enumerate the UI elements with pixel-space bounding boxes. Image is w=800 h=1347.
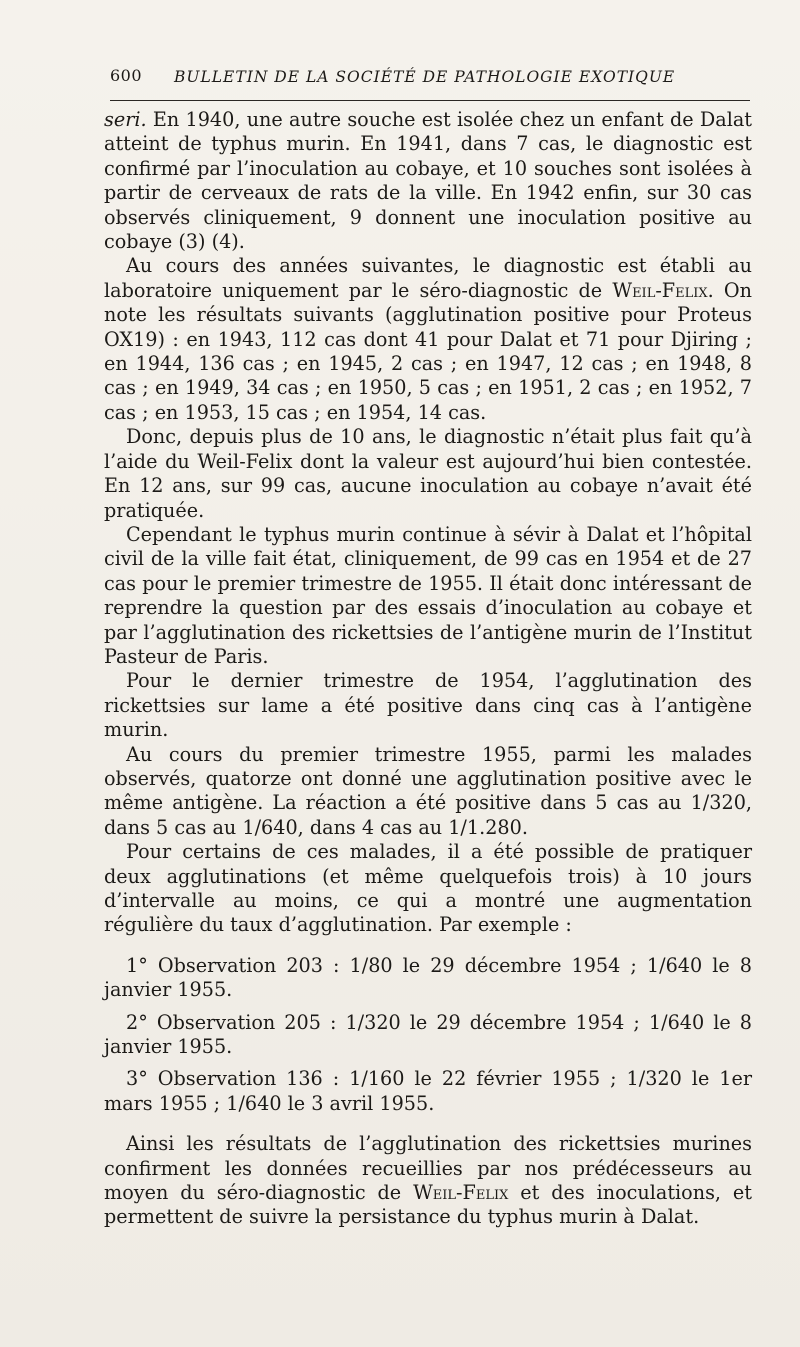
paragraph-3: Donc, depuis plus de 10 ans, le diagnostic n’était plus fait qu’à l’aide du Weil-Felix dont la valeur est aujourd’hui bien contestée. En 12 ans, sur 99 cas, aucune inoculation au cobaye n’avait été pratiquée. — [104, 425, 752, 522]
paragraph-1-text: En 1940, une autre souche est isolée chez un enfant de Dalat atteint de typhus murin. En 1941, dans 7 cas, le diagnostic est confirmé par l’inoculation au cobaye, et 10 souches sont isolées à partir de cerveaux de rats de la ville. En 1942 enfin, sur 30 cas observés cliniquement, 9 donnent une inoculation positive au cobaye (3) (4). — [104, 108, 752, 254]
observation-2: 2° Observation 205 : 1/320 le 29 décembre 1954 ; 1/640 le 8 janvier 1955. — [104, 1010, 752, 1059]
header-rule — [110, 100, 750, 101]
page-number: 600 — [110, 66, 143, 85]
paragraph-1 — [104, 108, 752, 254]
paragraph-2-pre: Au cours des années suivantes, le diagnostic est établi au laboratoire uniquement par le séro-diagnostic de — [104, 254, 752, 302]
paragraph-2 — [104, 254, 752, 425]
conclusion-post: et des inoculations, et permettent de suivre la persistance du typhus murin à Dalat. — [104, 1181, 752, 1229]
lead-italic: seri. — [104, 108, 147, 131]
weil-felix-smallcaps: Weil-Felix — [612, 278, 708, 302]
observation-3: 3° Observation 136 : 1/160 le 22 février 1955 ; 1/320 le 1er mars 1955 ; 1/640 le 3 avril 1955. — [104, 1067, 752, 1115]
paragraph-6: Au cours du premier trimestre 1955, parmi les malades observés, quatorze ont donné une agglutination positive avec le même antigène. La réaction a été positive dans 5 cas au 1/320, dans 5 cas au 1/640, dans 4 cas au 1/1.280. — [104, 742, 752, 839]
body-text — [104, 108, 752, 1230]
paragraph-4: Cependant le typhus murin continue à sévir à Dalat et l’hôpital civil de la ville fait état, cliniquement, de 99 cas en 1954 et de 27 cas pour le premier trimestre de 1955. Il était donc intéressant de reprendre la question par des essais d’inoculation au cobaye et par l’agglutination des rickettsies de l’antigène murin de l’Institut Pasteur de Paris. — [104, 522, 752, 668]
conclusion-pre: Ainsi les résultats de l’agglutination des rickettsies murines confirment les données recueillies par nos prédécesseurs au moyen du séro-diagnostic de — [104, 1132, 752, 1205]
paragraph-5: Pour le dernier trimestre de 1954, l’agglutination des rickettsies sur lame a été positive dans cinq cas à l’antigène murin. — [104, 669, 752, 742]
observation-1: 1° Observation 203 : 1/80 le 29 décembre 1954 ; 1/640 le 8 janvier 1955. — [104, 953, 752, 1002]
running-title: BULLETIN DE LA SOCIÉTÉ DE PATHOLOGIE EXOTIQUE — [174, 68, 676, 86]
conclusion-paragraph — [104, 1132, 752, 1230]
paragraph-7: Pour certains de ces malades, il a été possible de pratiquer deux agglutinations (et même quelquefois trois) à 10 jours d’intervalle au moins, ce qui a montré une augmentation régulière du taux d’agglutination. Par exemple : — [104, 840, 752, 937]
weil-felix-smallcaps-2: Weil-Felix — [413, 1181, 509, 1205]
paragraph-2-post: . On note les résultats suivants (agglutination positive pour Proteus OX19) : en 1943, 112 cas dont 41 pour Dalat et 71 pour Djiring ; en 1944, 136 cas ; en 1945, 2 cas ; en 1947, 12 cas ; en 1948, 8 cas ; en 1949, 34 cas ; en 1950, 5 cas ; en 1951, 2 cas ; en 1952, 7 cas ; en 1953, 15 cas ; en 1954, 14 cas. — [104, 278, 752, 424]
